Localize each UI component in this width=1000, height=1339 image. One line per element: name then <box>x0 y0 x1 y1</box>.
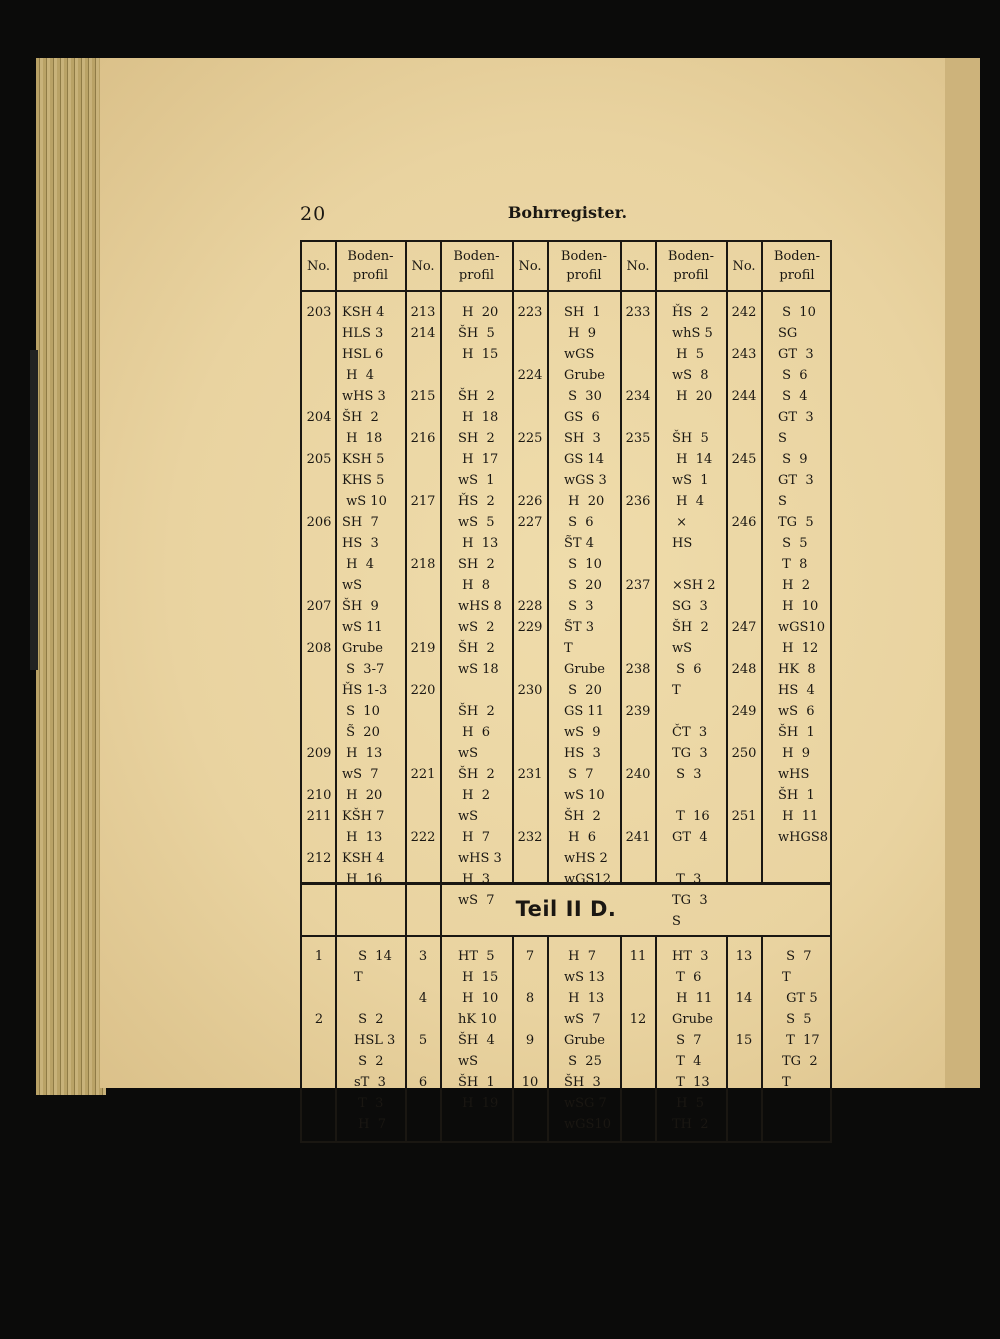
col-header-profil-5: Boden- profil <box>773 249 821 283</box>
page-title: Bohrregister. <box>507 203 628 222</box>
upper-profil-column-1: KSH 4 HLS 3 HSL 6 H 4 wHS 3 ŠH 2 H 18 KSH 5 KHS 5 wS 10 SH 7 HS 3 H 4 wS ŠH 9 wS 11 Grube S 3-7 ȞS 1-3 S 10 S̃ 20 H 13 wS 7 H 20 KŠH 7 H 13 KSH 4 H 16 <box>342 305 388 887</box>
page-number: 20 <box>300 203 327 225</box>
lower-no-column-3: 7 8 9 10 <box>521 949 539 1090</box>
col-header-profil-1: Boden- profil <box>347 249 394 283</box>
upper-profil-column-4: ȞS 2 whS 5 H 5 wS 8 H 20 ŠH 5 H 14 wS 1 H 4 × HS ×SH 2 SG 3 ŠH 2 wS S 6 T ČT 3 TG 3 S 3 T 16 GT 4 T 3 TG 3 S <box>672 305 716 929</box>
lower-no-column-2: 3 4 5 6 <box>418 949 428 1090</box>
col-header-no-4: No. <box>626 258 650 274</box>
upper-no-column-5: 242 243 244 245 246 247 248 249 250 251 <box>731 305 757 824</box>
col-header-no-2: No. <box>411 258 435 274</box>
col-header-profil-2: Boden- profil <box>453 249 500 283</box>
lower-profil-column-1: S 14 T S 2 HSL 3 S 2 sT 3 T 3 H 7 <box>354 949 396 1132</box>
page-header <box>300 203 835 229</box>
lower-profil-column-3: H 7 wS 13 H 13 wS 7 Grube S 25 ŠH 3 wSG 7 wGS10 <box>564 949 611 1132</box>
upper-profil-column-2: H 20 ŠH 5 H 15 ŠH 2 H 18 SH 2 H 17 wS 1 ȞS 2 wS 5 H 13 SH 2 H 8 wHS 8 wS 2 ŠH 2 wS 18 ŠH 2 H 6 wS ŠH 2 H 2 wS H 7 wHS 3 H 3 wS 7 <box>458 305 502 908</box>
next-page-edge <box>945 58 980 1088</box>
col-header-profil-4: Boden- profil <box>667 249 715 283</box>
col-header-no-5: No. <box>732 258 756 274</box>
col-header-no-3: No. <box>518 258 542 274</box>
upper-no-column-4: 233 234 235 236 237 238 239 240 241 <box>625 305 651 845</box>
lower-no-column-4: 11 12 <box>629 949 647 1027</box>
lower-no-column-5: 13 14 15 <box>735 949 753 1048</box>
lower-profil-column-2: HT 5 H 15 H 10 hK 10 ŠH 4 wS ŠH 1 H 19 <box>458 949 499 1111</box>
lower-profil-column-4: HT 3 T 6 H 11 Grube S 7 T 4 T 13 H 5 TH 2 <box>672 949 713 1132</box>
upper-no-column-3: 223 224 225 226 227 228 229 230 231 232 <box>517 305 543 845</box>
section-title: Teil II D. <box>515 897 617 921</box>
book-page-edges <box>36 58 106 1095</box>
col-header-no-1: No. <box>306 258 331 274</box>
book-spine-shadow <box>30 350 38 670</box>
col-header-profil-3: Boden- profil <box>560 249 608 283</box>
bohrregister-table <box>300 240 832 1143</box>
lower-profil-column-5: S 7 T GT 5 S 5 T 17 TG 2 T <box>782 949 820 1090</box>
lower-no-column-1: 1 2 <box>314 949 324 1027</box>
upper-profil-column-3: SH 1 H 9 wGS Grube S 30 GS 6 SH 3 GS 14 wGS 3 H 20 S 6 S̃T 4 S 10 S 20 S 3 S̃T 3 T Grube S 20 GS 11 wS 9 HS 3 S 7 wS 10 ŠH 2 H 6 wHS 2 wGS12 <box>564 305 611 887</box>
upper-no-column-2: 213 214 215 216 217 218 219 220 221 222 <box>410 305 436 845</box>
upper-profil-column-5: S 10 SG GT 3 S 6 S 4 GT 3 S S 9 GT 3 S TG 5 S 5 T 8 H 2 H 10 wGS10 H 12 HK 8 HS 4 wS 6 ŠH 1 H 9 wHS ŠH 1 H 11 wHGS8 <box>778 305 829 845</box>
upper-no-column-1: 203 204 205 206 207 208 209 210 211 212 <box>306 305 332 866</box>
